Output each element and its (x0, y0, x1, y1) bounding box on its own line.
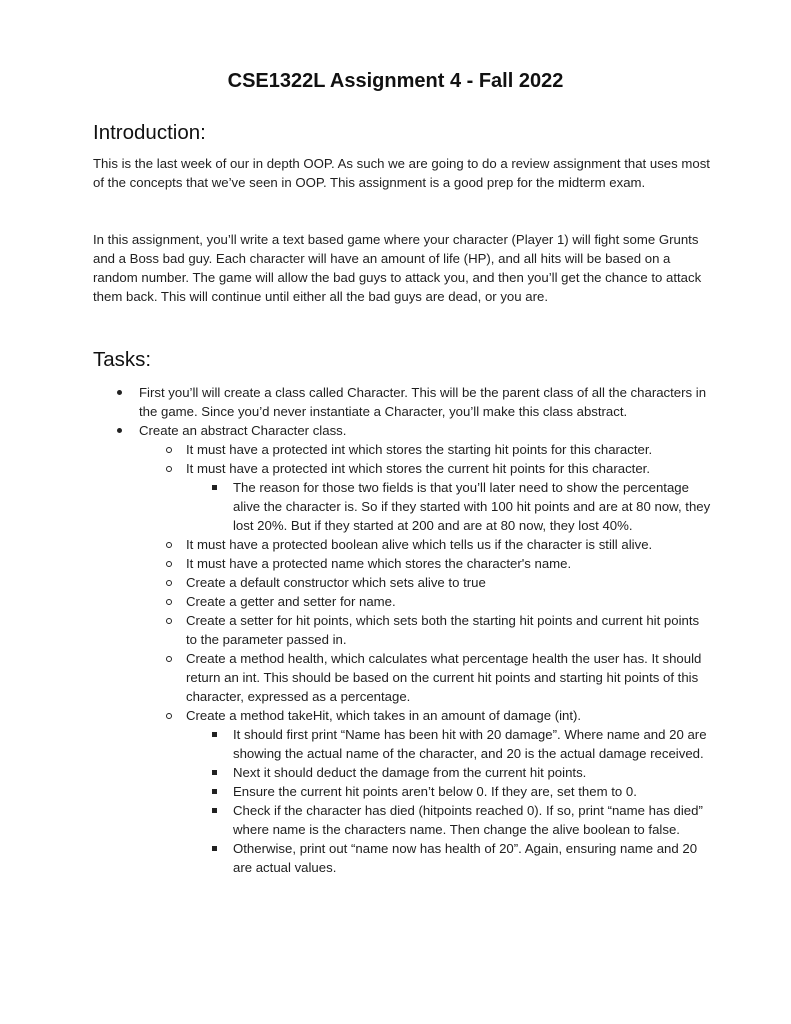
task-subitem-text: It must have a protected boolean alive which tells us if the character is still alive. (186, 537, 653, 552)
square-bullet-icon (207, 725, 221, 744)
task-subitem (93, 554, 713, 573)
square-bullet-icon (207, 763, 221, 782)
task-subitem (93, 440, 713, 459)
task-subitem (93, 592, 713, 611)
square-bullet-icon (207, 782, 221, 801)
task-subsubitem-text: Otherwise, print out “name now has health of 20”. Again, ensuring name and 20 are actual values. (233, 841, 698, 875)
hollow-circle-bullet-icon (162, 706, 176, 725)
task-subsubitem (93, 801, 713, 839)
square-bullet-icon (207, 801, 221, 820)
hollow-circle-bullet-icon (162, 535, 176, 554)
task-subitem (93, 459, 713, 478)
square-bullet-icon (207, 478, 221, 497)
hollow-circle-bullet-icon (162, 440, 176, 459)
task-subitem (93, 706, 713, 725)
task-subsubitem (93, 782, 713, 801)
hollow-circle-bullet-icon (162, 592, 176, 611)
task-item (93, 421, 713, 440)
tasks-list (93, 383, 713, 877)
task-subsubitem-text: Next it should deduct the damage from the current hit points. (233, 765, 587, 780)
task-subitem-text: Create a getter and setter for name. (186, 594, 396, 609)
task-subsubitem-text: Check if the character has died (hitpoints reached 0). If so, print “name has died” where name is the characters name. Then change the alive boolean to false. (233, 803, 703, 837)
introduction-paragraph-2: In this assignment, you’ll write a text based game where your character (Player 1) will fight some Grunts and a Boss bad guy. Each character will have an amount of life (HP), and all hits will be based on a random number. The game will allow the bad guys to attack you, and then you’ll get the chance to attack them back. This will continue until either all the bad guys are dead, or you are. (93, 232, 702, 304)
task-subitem (93, 535, 713, 554)
task-subsubitem-text: Ensure the current hit points aren’t below 0. If they are, set them to 0. (233, 784, 637, 799)
hollow-circle-bullet-icon (162, 459, 176, 478)
hollow-circle-bullet-icon (162, 573, 176, 592)
tasks-heading: Tasks: (93, 348, 152, 371)
task-subitem-text: It must have a protected int which stores the current hit points for this character. (186, 461, 650, 476)
task-subitem-text: Create a method takeHit, which takes in an amount of damage (int). (186, 708, 582, 723)
task-subitem-text: Create a default constructor which sets alive to true (186, 575, 486, 590)
hollow-circle-bullet-icon (162, 649, 176, 668)
task-subitem-text: Create a method health, which calculates what percentage health the user has. It should return an int. This should be based on the current hit points and starting hit points of this character, expressed as a percentage. (186, 651, 702, 704)
task-item-text: Create an abstract Character class. (139, 423, 347, 438)
task-subsubitem-text: The reason for those two fields is that you’ll later need to show the percentage alive the character is. So if they started with 100 hit points and are at 80 now, they lost 20%. But if they started at 200 and are at 80 now, they lost 40%. (233, 480, 711, 533)
task-subsubitem (93, 839, 713, 877)
introduction-paragraph-1: This is the last week of our in depth OOP. As such we are going to do a review assignment that uses most of the concepts that we’ve seen in OOP. This assignment is a good prep for the midterm exam. (93, 156, 710, 190)
task-subitem (93, 573, 713, 592)
task-subitem-text: It must have a protected int which stores the starting hit points for this character. (186, 442, 653, 457)
document-title: CSE1322L Assignment 4 - Fall 2022 (227, 70, 564, 92)
task-subsubitem (93, 763, 713, 782)
task-subsubitem-text: It should first print “Name has been hit with 20 damage”. Where name and 20 are showing the actual name of the character, and 20 is the actual damage received. (233, 727, 707, 761)
bullet-icon (112, 421, 126, 440)
introduction-heading: Introduction: (93, 121, 206, 144)
task-subitem-text: Create a setter for hit points, which sets both the starting hit points and current hit points to the parameter passed in. (186, 613, 700, 647)
hollow-circle-bullet-icon (162, 611, 176, 630)
task-item-text: First you’ll will create a class called Character. This will be the parent class of all the characters in the game. Since you’d never instantiate a Character, you’ll make this class abstract. (139, 385, 707, 419)
bullet-icon (112, 383, 126, 402)
task-subsubitem (93, 478, 713, 535)
task-subitem (93, 649, 713, 706)
task-subsubitem (93, 725, 713, 763)
hollow-circle-bullet-icon (162, 554, 176, 573)
task-subitem-text: It must have a protected name which stores the character's name. (186, 556, 572, 571)
task-subitem (93, 611, 713, 649)
square-bullet-icon (207, 839, 221, 858)
task-item (93, 383, 713, 421)
